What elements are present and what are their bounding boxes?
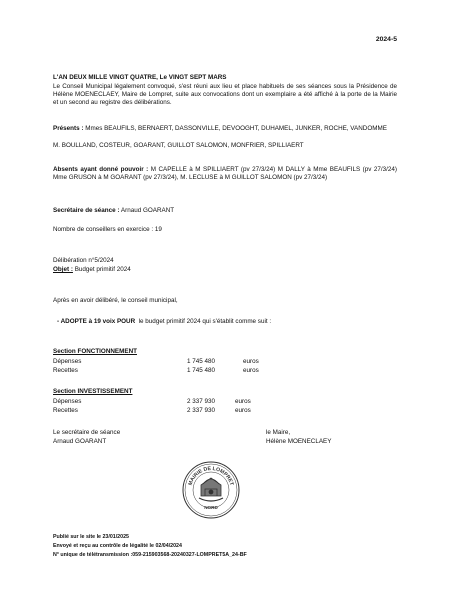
object-line: [53, 266, 131, 274]
adopt-text: le budget primitif 2024 qui s'établit comme suit :: [138, 318, 272, 325]
intro-paragraph: Le Conseil Municipal légalement convoqué, s'est réuni aux lieu et place habituels de ses séances sous la Présidence de Hélène MOENECLAEY, Maire de Lompret, suite aux convocations dont un exemplaire a été affiché à la porte de la Mairie et un second au registre des délibérations.: [53, 83, 397, 107]
object-label: Objet :: [53, 266, 73, 273]
absent-members: M CAPELLE à M SPILLIAERT (pv 27/3/24) M DALLY à Mme BEAUFILS (pv 27/3/24) Mme GRUSON à M GOARANT (pv 27/3/24), M. LECLUSE à M GUILLOT SALOMON (pv 27/3/24): [53, 166, 397, 182]
footer-published: Publié sur le site le 23/01/2025: [53, 534, 129, 540]
secretary-label: Secrétaire de séance :: [53, 207, 120, 214]
object-value: Budget primitif 2024: [74, 266, 131, 273]
invest-recettes-amount: 2 337 930: [187, 407, 216, 414]
seal-emblem-icon: [199, 478, 223, 501]
invest-depenses-unit: euros: [235, 398, 251, 405]
present-paragraph: [53, 125, 397, 133]
signature-mayor-title: le Maire,: [266, 429, 291, 436]
meeting-heading: L'AN DEUX MILLE VINGT QUATRE, Le VINGT SEPT MARS: [53, 74, 227, 81]
invest-depenses-label: Dépenses: [53, 398, 82, 405]
absent-label: Absents ayant donné pouvoir :: [53, 166, 149, 173]
signature-mayor-name: Hélène MOENECLAEY: [266, 438, 332, 445]
signature-secretary-title: Le secrétaire de séance: [53, 429, 121, 436]
mairie-seal-stamp: [181, 460, 241, 520]
absent-paragraph: [53, 166, 397, 182]
fonct-recettes-amount: 1 745 480: [187, 367, 216, 374]
present-members-men: M. BOULLAND, COSTEUR, GOARANT, GUILLOT SALOMON, MONFRIER, SPILLIAERT: [53, 142, 304, 149]
secretary-name: Arnaud GOARANT: [120, 207, 175, 214]
footer-transmission-id: N° unique de télétransmission :059-215903568-20240327-LOMPRET5A_24-BF: [53, 552, 247, 558]
fonct-depenses-label: Dépenses: [53, 358, 82, 365]
seal-text-bottom: NORD: [204, 505, 218, 510]
fonct-recettes-label: Recettes: [53, 367, 78, 374]
signature-secretary-name: Arnaud GOARANT: [53, 438, 107, 445]
councillors-count: Nombre de conseillers en exercice : 19: [53, 226, 162, 233]
seal-text-top: MAIRIE DE LOMPRET: [187, 465, 235, 487]
fonct-depenses-unit: euros: [243, 358, 259, 365]
document-reference: 2024-5: [375, 36, 397, 43]
adopt-line: [57, 318, 271, 326]
present-members: Mmes BEAUFILS, BERNAERT, DASSONVILLE, DEVOOGHT, DUHAMEL, JUNKER, ROCHE, VANDOMME: [85, 125, 387, 132]
section-investissement-title: Section INVESTISSEMENT: [53, 388, 133, 395]
present-label: Présents :: [53, 125, 84, 132]
invest-recettes-label: Recettes: [53, 407, 78, 414]
adopt-vote: - ADOPTE à 19 voix POUR: [57, 318, 136, 325]
section-fonctionnement-title: Section FONCTIONNEMENT: [53, 348, 137, 355]
secretary-line: [53, 207, 174, 215]
fonct-depenses-amount: 1 745 480: [187, 358, 216, 365]
after-deliberation: Après en avoir délibéré, le conseil municipal,: [53, 297, 178, 304]
invest-recettes-unit: euros: [235, 407, 251, 414]
deliberation-number: Délibération n°5/2024: [53, 257, 114, 264]
footer-legality: Envoyé et reçu au contrôle de légalité le 02/04/2024: [53, 543, 182, 549]
invest-depenses-amount: 2 337 930: [187, 398, 216, 405]
fonct-recettes-unit: euros: [243, 367, 259, 374]
